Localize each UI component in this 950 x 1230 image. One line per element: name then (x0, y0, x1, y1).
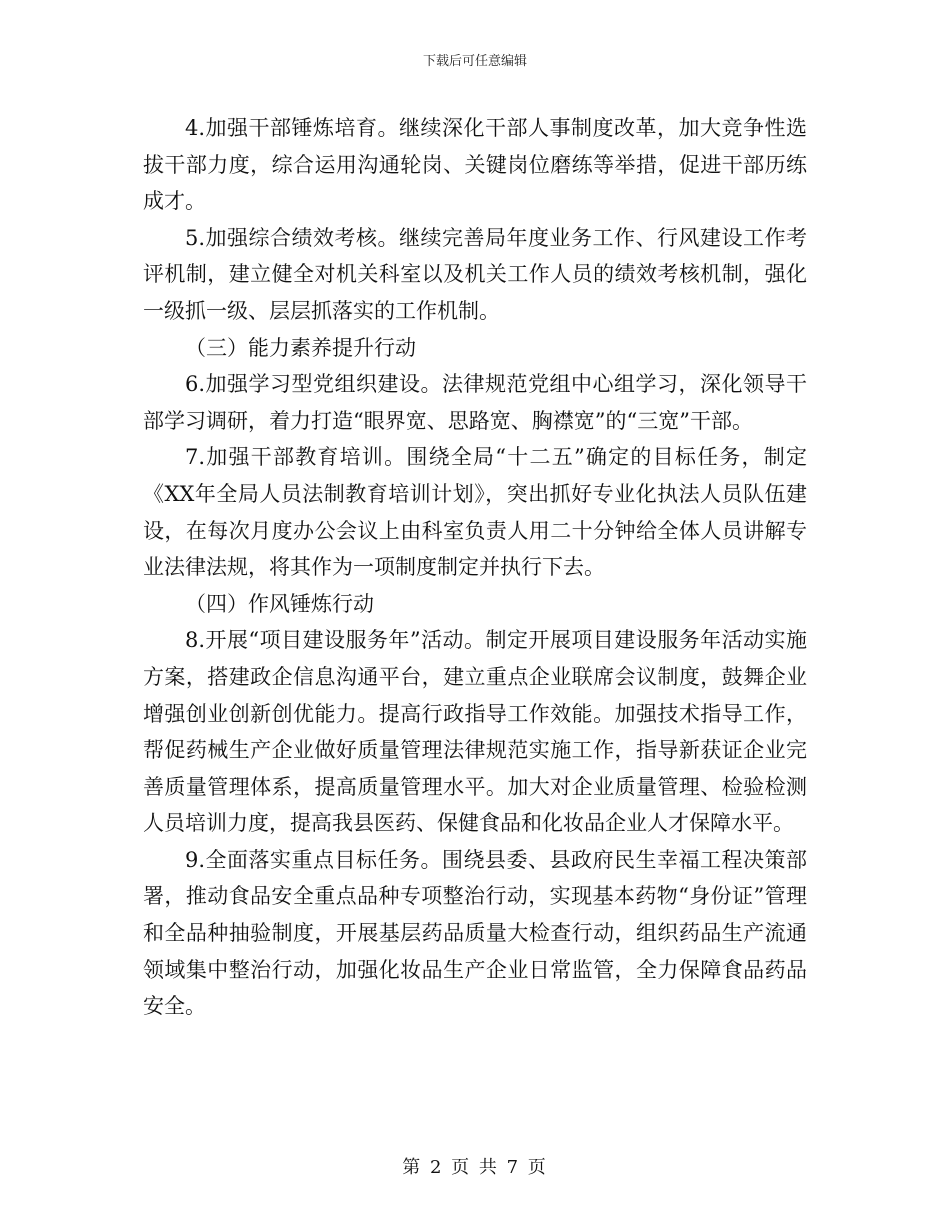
document-body (143, 110, 807, 1025)
section-heading-4: （四）作风锤炼行动 (185, 591, 374, 616)
paragraph-6: 6.加强学习型党组织建设。法律规范党组中心组学习，深化领导干部学习调研，着力打造“眼界宽、思路宽、胸襟宽”的“三宽”干部。 (143, 372, 807, 433)
paragraph-8: 8.开展“项目建设服务年”活动。制定开展项目建设服务年活动实施方案，搭建政企信息沟通平台，建立重点企业联席会议制度，鼓舞企业增强创业创新创优能力。提高行政指导工作效能。加强技术指导工作，帮促药械生产企业做好质量管理法律规范实施工作，指导新获证企业完善质量管理体系，提高质量管理水平。加大对企业质量管理、检验检测人员培训力度，提高我县医药、保健食品和化妆品企业人才保障水平。 (143, 628, 807, 836)
paragraph-7: 7.加强干部教育培训。围绕全局“十二五”确定的目标任务，制定《XX年全局人员法制教育培训计划》，突出抓好专业化执法人员队伍建设，在每次月度办公会议上由科室负责人用二十分钟给全体人员讲解专业法律法规，将其作为一项制度制定并执行下去。 (143, 445, 807, 580)
paragraph-9: 9.全面落实重点目标任务。围绕县委、县政府民生幸福工程决策部署，推动食品安全重点品种专项整治行动，实现基本药物“身份证”管理和全品种抽验制度，开展基层药品质量大检查行动，组织药品生产流通领域集中整治行动，加强化妆品生产企业日常监管，全力保障食品药品安全。 (143, 847, 807, 1019)
page-number: 第 2 页 共 7 页 (402, 1157, 548, 1178)
section-heading-3: （三）能力素养提升行动 (185, 335, 416, 360)
paragraph-5: 5.加强综合绩效考核。继续完善局年度业务工作、行风建设工作考评机制，建立健全对机关科室以及机关工作人员的绩效考核机制，强化一级抓一级、层层抓落实的工作机制。 (143, 225, 807, 323)
page-header: 下载后可任意编辑 (422, 54, 527, 69)
paragraph-4: 4.加强干部锤炼培育。继续深化干部人事制度改革，加大竞争性选拔干部力度，综合运用沟通轮岗、关键岗位磨练等举措，促进干部历练成才。 (143, 116, 807, 214)
